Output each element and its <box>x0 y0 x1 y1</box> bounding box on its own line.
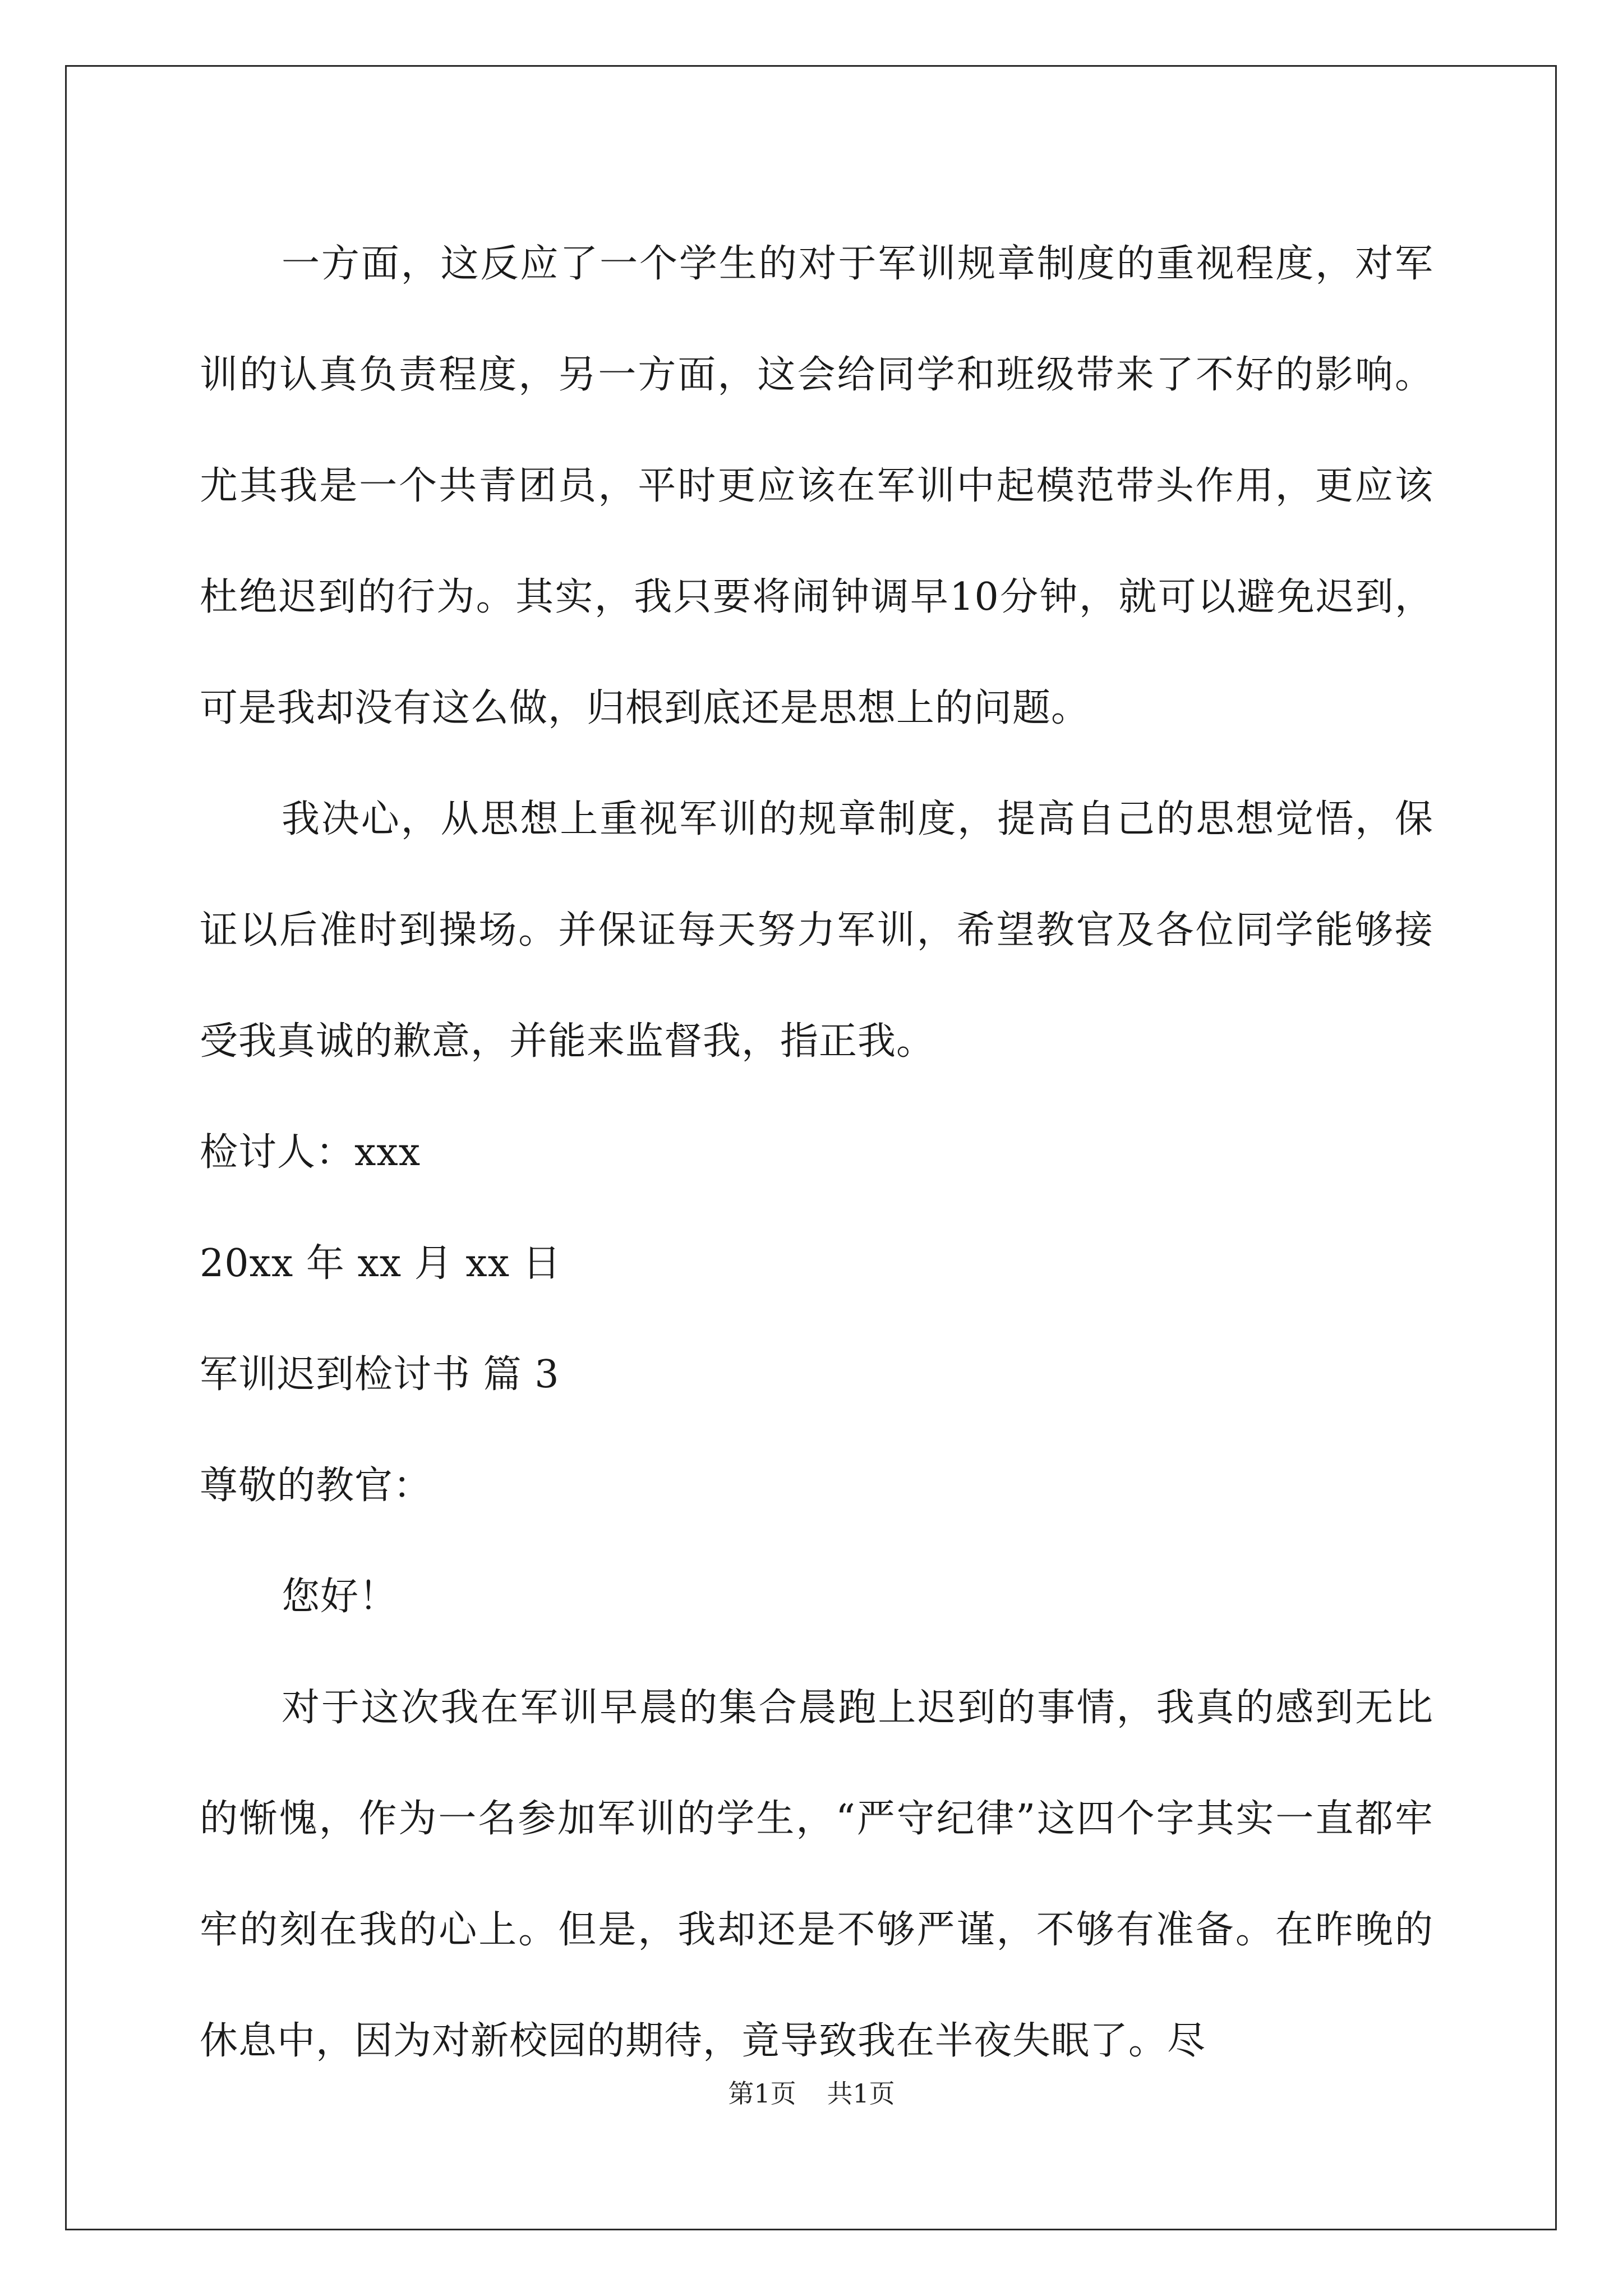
page-number-total: 共1页 <box>827 2078 895 2109</box>
paragraph-3: 对于这次我在军训早晨的集合晨跑上迟到的事情，我真的感到无比的惭愧，作为一名参加军训的学生，“严守纪律”这四个字其实一直都牢牢的刻在我的心上。但是，我却还是不够严谨，不够有准备。在昨晚的休息中，因为对新校园的期待，竟导致我在半夜失眠了。尽 <box>200 1686 1433 2063</box>
paragraph-2: 我决心，从思想上重视军训的规章制度，提高自己的思想觉悟，保证以后准时到操场。并保证每天努力军训，希望教官及各位同学能够接受我真诚的歉意，并能来监督我，指正我。 <box>200 797 1433 1064</box>
paragraph-1: 一方面，这反应了一个学生的对于军训规章制度的重视程度，对军训的认真负责程度，另一方面，这会给同学和班级带来了不好的影响。尤其我是一个共青团员，平时更应该在军训中起模范带头作用，更应该杜绝迟到的行为。其实，我只要将闹钟调早10分钟，就可以避免迟到，可是我却没有这么做，归根到底还是思想上的问题。 <box>200 242 1433 730</box>
greeting: 您好！ <box>282 1575 398 1619</box>
page-footer <box>0 2077 1623 2110</box>
signature-line: 检讨人：xxx <box>200 1130 421 1175</box>
document-body <box>200 209 1433 2097</box>
page-number-current: 第1页 <box>728 2078 796 2109</box>
salutation: 尊敬的教官： <box>200 1464 432 1508</box>
section-title: 军训迟到检讨书 篇 3 <box>200 1352 560 1397</box>
date-line: 20xx 年 xx 月 xx 日 <box>200 1241 561 1286</box>
